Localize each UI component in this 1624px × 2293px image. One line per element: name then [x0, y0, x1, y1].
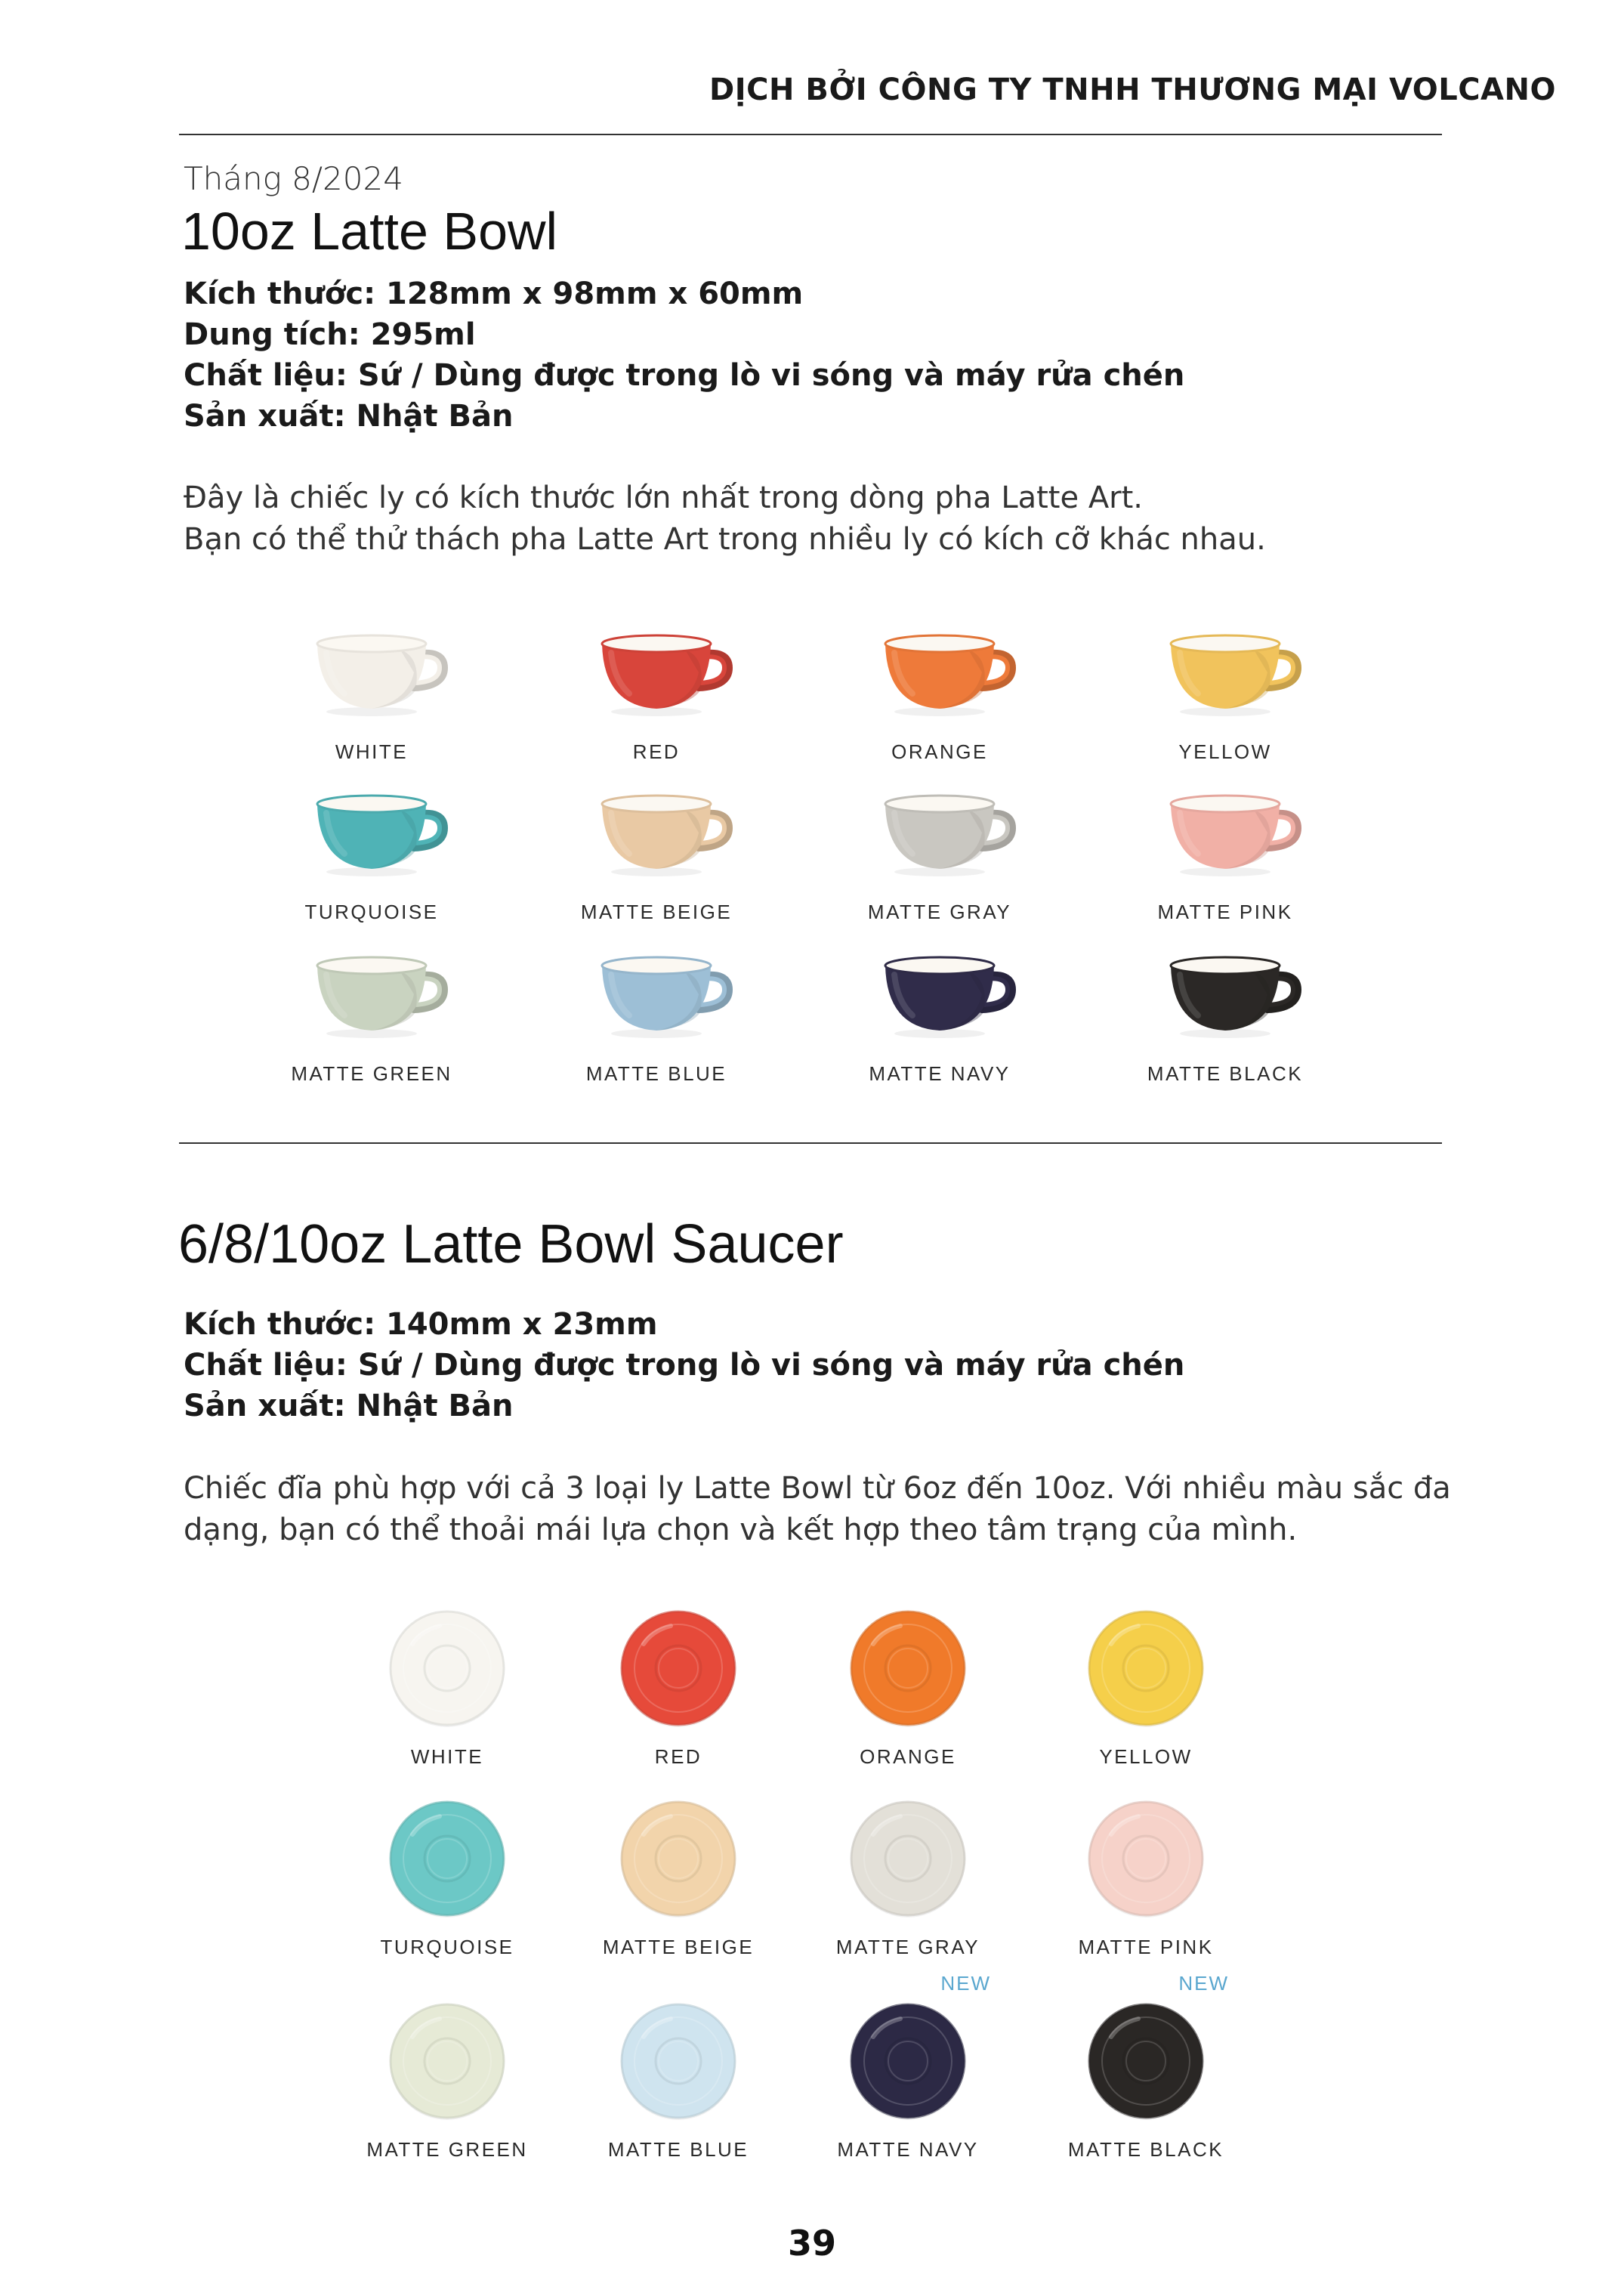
issue-date: Tháng 8/2024	[184, 160, 403, 197]
bowl-color-item	[1147, 949, 1329, 1100]
header-company: DỊCH BỞI CÔNG TY TNHH THƯƠNG MẠI VOLCANO	[709, 73, 1556, 107]
saucer-spec-material: Chất liệu: Sứ / Dùng được trong lò vi sóng và máy rửa chén	[184, 1348, 1185, 1383]
saucer-color-item	[1067, 1972, 1229, 2167]
saucer-color-label: MATTE BLACK	[1067, 2138, 1224, 2161]
top-divider	[179, 134, 1442, 135]
bowl-spec-capacity: Dung tích: 295ml	[184, 317, 476, 352]
saucer-plate-icon	[848, 1608, 968, 1729]
saucer-color-item	[837, 1972, 991, 2167]
bowl-cup-icon	[878, 949, 1029, 1040]
bowl-color-item	[291, 949, 476, 1100]
bowl-color-item	[304, 787, 476, 938]
saucer-plate-icon	[848, 2001, 968, 2121]
bowl-cup-icon	[1163, 949, 1314, 1040]
bowl-spec-size: Kích thước: 128mm x 98mm x 60mm	[184, 277, 804, 311]
bowl-color-label: MATTE BEIGE	[580, 901, 733, 923]
saucer-specs	[184, 1304, 1184, 1426]
bowl-cup-icon	[594, 787, 746, 878]
bowl-cup-icon	[310, 949, 461, 1040]
bowl-spec-material: Chất liệu: Sứ / Dùng được trong lò vi sóng và máy rửa chén	[184, 358, 1185, 393]
saucer-color-item	[848, 1608, 968, 1774]
bowl-cup-icon	[878, 787, 1029, 878]
bowl-cup-icon	[594, 627, 746, 718]
saucer-plate-icon	[618, 1608, 739, 1729]
bowl-color-label: YELLOW	[1178, 740, 1272, 763]
bowl-cup-icon	[1163, 627, 1314, 718]
saucer-color-item	[387, 1608, 508, 1774]
saucer-color-item	[618, 1608, 739, 1774]
saucer-plate-icon	[848, 1798, 968, 1919]
bowl-description	[184, 477, 1528, 561]
bowl-color-item	[867, 787, 1044, 938]
bowl-specs	[184, 273, 1184, 437]
bowl-color-label: ORANGE	[891, 740, 988, 763]
bowl-cup-icon	[878, 627, 1029, 718]
saucer-color-item	[1085, 1608, 1206, 1774]
bowl-color-item	[1163, 627, 1329, 778]
saucer-color-label: MATTE GRAY	[835, 1936, 980, 1958]
saucer-spec-size: Kích thước: 140mm x 23mm	[184, 1307, 658, 1342]
saucer-description	[184, 1468, 1528, 1551]
saucer-color-label: MATTE BLUE	[607, 2138, 749, 2161]
bowl-color-label: MATTE GREEN	[291, 1062, 452, 1085]
saucer-color-label: WHITE	[410, 1745, 484, 1768]
saucer-color-label: MATTE BEIGE	[602, 1936, 755, 1958]
bowl-title: 10oz Latte Bowl	[181, 202, 558, 261]
bowl-color-item	[594, 627, 761, 778]
saucer-plate-icon	[387, 1608, 508, 1729]
saucer-plate-icon	[387, 1798, 508, 1919]
bowl-color-label: MATTE PINK	[1157, 901, 1293, 923]
bowl-color-item	[878, 627, 1044, 778]
bowl-description-line: Bạn có thể thử thách pha Latte Art trong nhiều ly có kích cỡ khác nhau.	[184, 522, 1266, 557]
bowl-color-label: MATTE BLUE	[585, 1062, 727, 1085]
saucer-color-label: MATTE GREEN	[366, 2138, 528, 2161]
bowl-cup-icon	[310, 787, 461, 878]
saucer-plate-icon	[1085, 1608, 1206, 1729]
saucer-color-item	[380, 1798, 514, 1964]
bowl-color-label: MATTE GRAY	[867, 901, 1012, 923]
bowl-cup-icon	[310, 627, 461, 718]
saucer-description-line: Chiếc đĩa phù hợp với cả 3 loại ly Latte Bowl từ 6oz đến 10oz. Với nhiều màu sắc đa	[184, 1471, 1451, 1506]
saucer-color-label: MATTE NAVY	[837, 2138, 979, 2161]
saucer-color-item	[1078, 1798, 1214, 1964]
bowl-color-item	[869, 949, 1044, 1100]
saucer-color-item	[366, 2001, 528, 2167]
section-divider	[179, 1142, 1442, 1144]
saucer-color-label: ORANGE	[860, 1745, 956, 1768]
bowl-cup-icon	[594, 949, 746, 1040]
saucer-color-item	[607, 2001, 749, 2167]
saucer-plate-icon	[387, 2001, 508, 2121]
bowl-color-item	[580, 787, 761, 938]
bowl-color-label: WHITE	[335, 740, 409, 763]
bowl-color-label: TURQUOISE	[304, 901, 439, 923]
saucer-color-item	[602, 1798, 755, 1964]
saucer-plate-icon	[1085, 2001, 1206, 2121]
saucer-color-label: YELLOW	[1099, 1745, 1193, 1768]
saucer-spec-origin: Sản xuất: Nhật Bản	[184, 1389, 514, 1423]
saucer-color-label: RED	[654, 1745, 702, 1768]
saucer-color-label: TURQUOISE	[380, 1936, 514, 1958]
page-number: 39	[787, 2223, 836, 2264]
bowl-color-label: RED	[632, 740, 681, 763]
saucer-plate-icon	[618, 1798, 739, 1919]
bowl-color-item	[310, 627, 476, 778]
bowl-color-label: MATTE BLACK	[1147, 1062, 1304, 1085]
saucer-plate-icon	[618, 2001, 739, 2121]
saucer-title: 6/8/10oz Latte Bowl Saucer	[178, 1214, 844, 1275]
bowl-color-item	[1157, 787, 1329, 938]
bowl-color-label: MATTE NAVY	[869, 1062, 1011, 1085]
new-badge: NEW	[940, 1972, 991, 1995]
saucer-description-line: dạng, bạn có thể thoải mái lựa chọn và kết hợp theo tâm trạng của mình.	[184, 1513, 1298, 1547]
saucer-color-label: MATTE PINK	[1078, 1936, 1214, 1958]
bowl-description-line: Đây là chiếc ly có kích thước lớn nhất trong dòng pha Latte Art.	[184, 481, 1144, 515]
bowl-cup-icon	[1163, 787, 1314, 878]
saucer-plate-icon	[1085, 1798, 1206, 1919]
bowl-color-item	[585, 949, 761, 1100]
bowl-spec-origin: Sản xuất: Nhật Bản	[184, 399, 514, 434]
new-badge: NEW	[1178, 1972, 1229, 1995]
saucer-color-item	[835, 1798, 980, 1964]
